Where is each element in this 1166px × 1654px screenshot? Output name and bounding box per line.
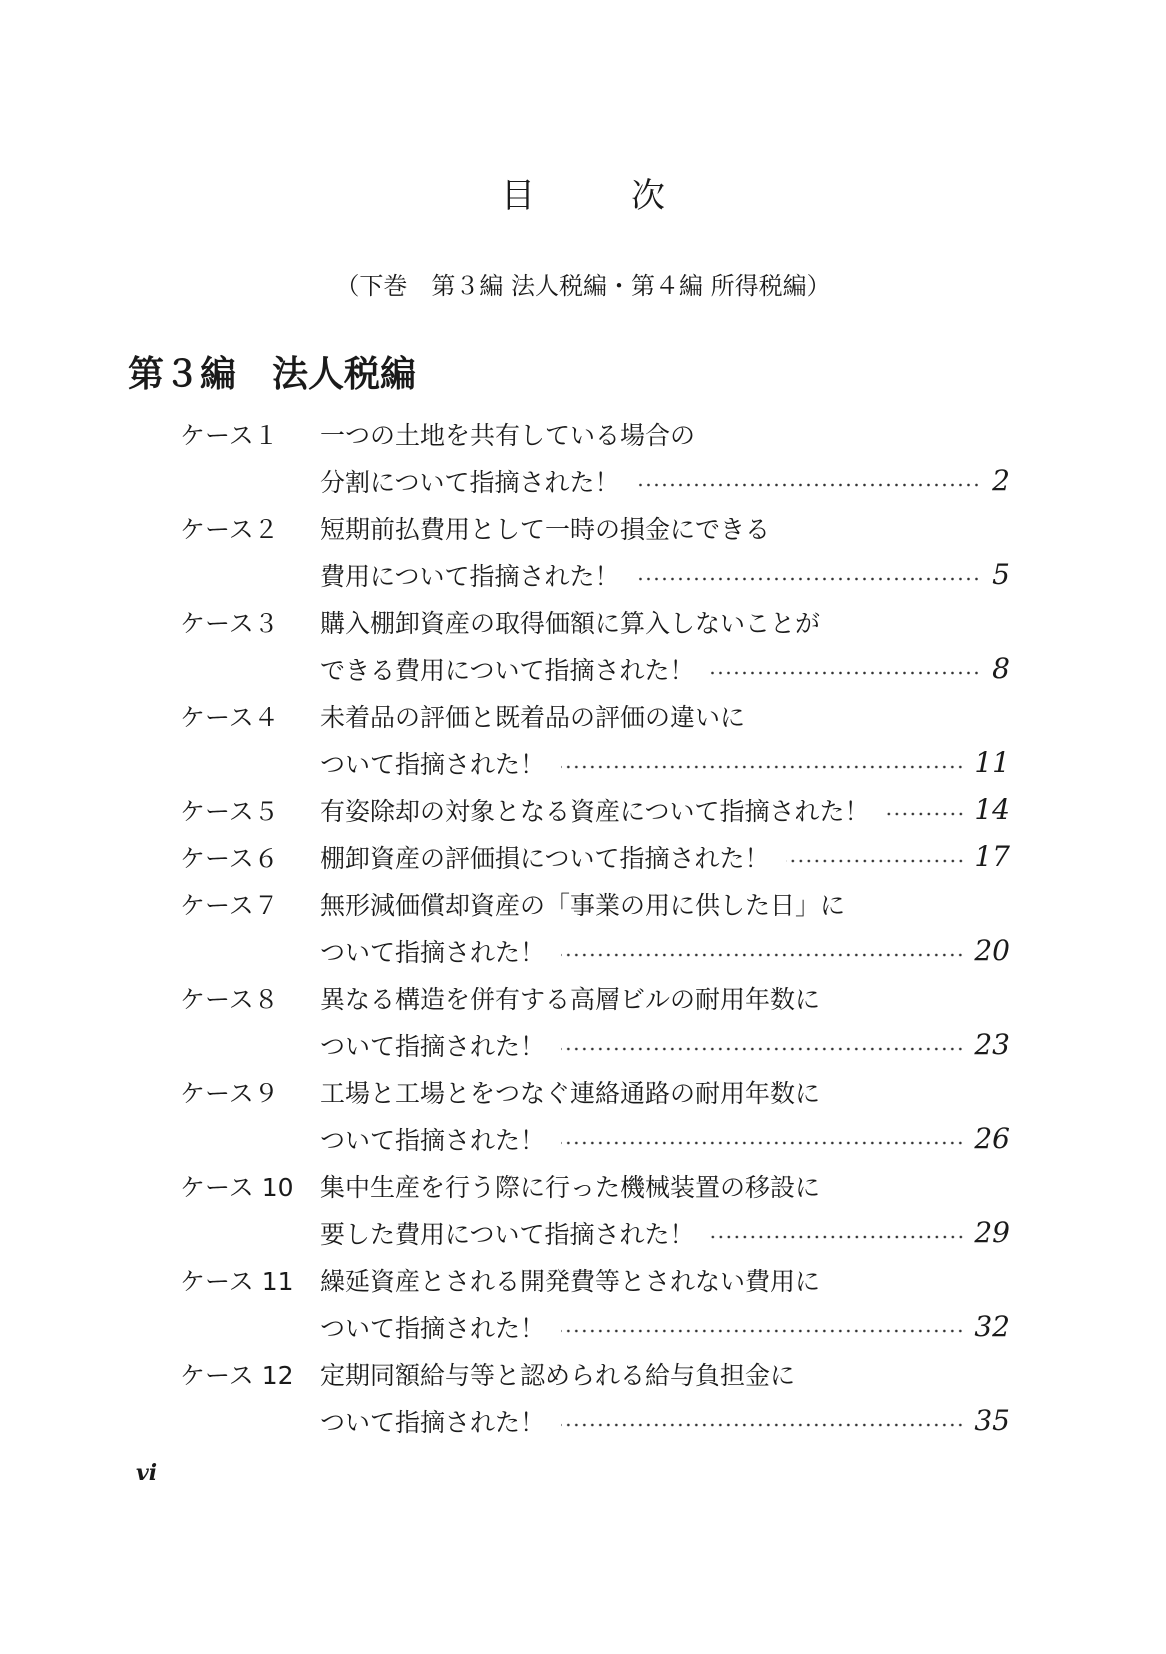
page-number: 20 [974, 934, 1010, 967]
toc-entry [180, 833, 1010, 880]
case-label: ケース１ [180, 420, 279, 450]
toc-entry-line [180, 880, 1010, 927]
case-title-text: ついて指摘された！ [320, 937, 546, 967]
case-title-text: ついて指摘された！ [320, 1407, 546, 1437]
dot-leader [886, 812, 965, 816]
page-number: 8 [992, 652, 1010, 685]
page-title-char-2: 次 [631, 176, 665, 216]
case-label: ケース 10 [180, 1172, 294, 1202]
dot-leader [711, 671, 980, 675]
case-label: ケース４ [180, 702, 279, 732]
dot-leader [561, 1047, 964, 1051]
case-title-text: 分割について指摘された！ [320, 467, 620, 497]
page-number: 26 [974, 1122, 1010, 1155]
case-label: ケース 11 [180, 1266, 294, 1296]
toc-entry [180, 692, 1010, 786]
page-title [0, 168, 1166, 217]
toc-entry-line [180, 410, 1010, 457]
toc-entry [180, 410, 1010, 504]
case-title-text: できる費用について指摘された！ [320, 655, 695, 685]
toc-entry [180, 786, 1010, 833]
dot-leader [561, 765, 964, 769]
toc-entry-line [180, 786, 1010, 833]
case-label: ケース９ [180, 1078, 279, 1108]
case-title-text: 短期前払費用として一時の損金にできる [320, 514, 771, 544]
case-title-text: 工場と工場とをつなぐ連絡通路の耐用年数に [320, 1078, 821, 1108]
case-label: ケース 12 [180, 1360, 294, 1390]
case-title-text: 定期同額給与等と認められる給与負担金に [320, 1360, 796, 1390]
dot-leader [711, 1235, 965, 1239]
toc-entry-line [180, 1256, 1010, 1303]
table-of-contents [180, 410, 1010, 1444]
page-number: 32 [974, 1310, 1010, 1343]
folio-page-number: vi [136, 1460, 158, 1486]
case-title-text: 繰延資産とされる開発費等とされない費用に [320, 1266, 821, 1296]
toc-entry [180, 1256, 1010, 1350]
case-label: ケース５ [180, 796, 279, 826]
case-title-text: 費用について指摘された！ [320, 561, 620, 591]
page-title-char-1: 目 [501, 176, 535, 216]
dot-leader [561, 1329, 964, 1333]
toc-entry-line [180, 927, 1010, 974]
toc-entry [180, 880, 1010, 974]
volume-subtitle: （下巻 第３編 法人税編・第４編 所得税編） [335, 272, 831, 300]
dot-leader [786, 859, 965, 863]
toc-entry-line [180, 551, 1010, 598]
case-title-text: 有姿除却の対象となる資産について指摘された！ [320, 796, 870, 826]
toc-entry-line [180, 598, 1010, 645]
case-title-text: 購入棚卸資産の取得価額に算入しないことが [320, 608, 821, 638]
toc-entry-line [180, 1021, 1010, 1068]
case-label: ケース６ [180, 843, 279, 873]
case-title-text: 異なる構造を併有する高層ビルの耐用年数に [320, 984, 821, 1014]
case-label: ケース８ [180, 984, 279, 1014]
toc-entry [180, 1068, 1010, 1162]
part-label: 第３編 [128, 354, 237, 395]
case-title-text: 無形減価償却資産の「事業の用に供した日」に [320, 890, 846, 920]
case-title-text: ついて指摘された！ [320, 1313, 546, 1343]
case-label: ケース２ [180, 514, 279, 544]
toc-entry-line [180, 1068, 1010, 1115]
case-label: ケース７ [180, 890, 279, 920]
toc-entry-line [180, 504, 1010, 551]
toc-entry-line [180, 645, 1010, 692]
case-title-text: 一つの土地を共有している場合の [320, 420, 696, 450]
toc-entry-line [180, 692, 1010, 739]
toc-entry [180, 504, 1010, 598]
page-number: 14 [974, 793, 1010, 826]
dot-leader [636, 483, 980, 487]
case-title-text: 棚卸資産の評価損について指摘された！ [320, 843, 770, 873]
toc-entry-line [180, 974, 1010, 1021]
case-title-text: 要した費用について指摘された！ [320, 1219, 695, 1249]
page-number: 35 [974, 1404, 1010, 1437]
dot-leader [561, 953, 964, 957]
dot-leader [636, 577, 980, 581]
toc-entry-line [180, 1209, 1010, 1256]
case-label: ケース３ [180, 608, 279, 638]
toc-entry-line [180, 1350, 1010, 1397]
page-number: 29 [974, 1216, 1010, 1249]
toc-entry-line [180, 457, 1010, 504]
toc-entry-line [180, 1115, 1010, 1162]
page-number: 17 [974, 840, 1010, 873]
dot-leader [561, 1141, 964, 1145]
toc-entry-line [180, 833, 1010, 880]
dot-leader [561, 1423, 964, 1427]
case-title-text: ついて指摘された！ [320, 1031, 546, 1061]
toc-entry [180, 1350, 1010, 1444]
case-title-text: 未着品の評価と既着品の評価の違いに [320, 702, 746, 732]
toc-entry-line [180, 739, 1010, 786]
page-number: 2 [992, 464, 1010, 497]
toc-entry-line [180, 1303, 1010, 1350]
toc-entry [180, 1162, 1010, 1256]
toc-entry-line [180, 1397, 1010, 1444]
case-title-text: 集中生産を行う際に行った機械装置の移設に [320, 1172, 821, 1202]
page-number: 23 [974, 1028, 1010, 1061]
case-title-text: ついて指摘された！ [320, 749, 546, 779]
part-name: 法人税編 [272, 354, 417, 395]
toc-entry [180, 974, 1010, 1068]
page-number: 5 [992, 558, 1010, 591]
toc-entry-line [180, 1162, 1010, 1209]
page-number: 11 [974, 746, 1010, 779]
toc-entry [180, 598, 1010, 692]
part-heading [128, 346, 416, 397]
case-title-text: ついて指摘された！ [320, 1125, 546, 1155]
